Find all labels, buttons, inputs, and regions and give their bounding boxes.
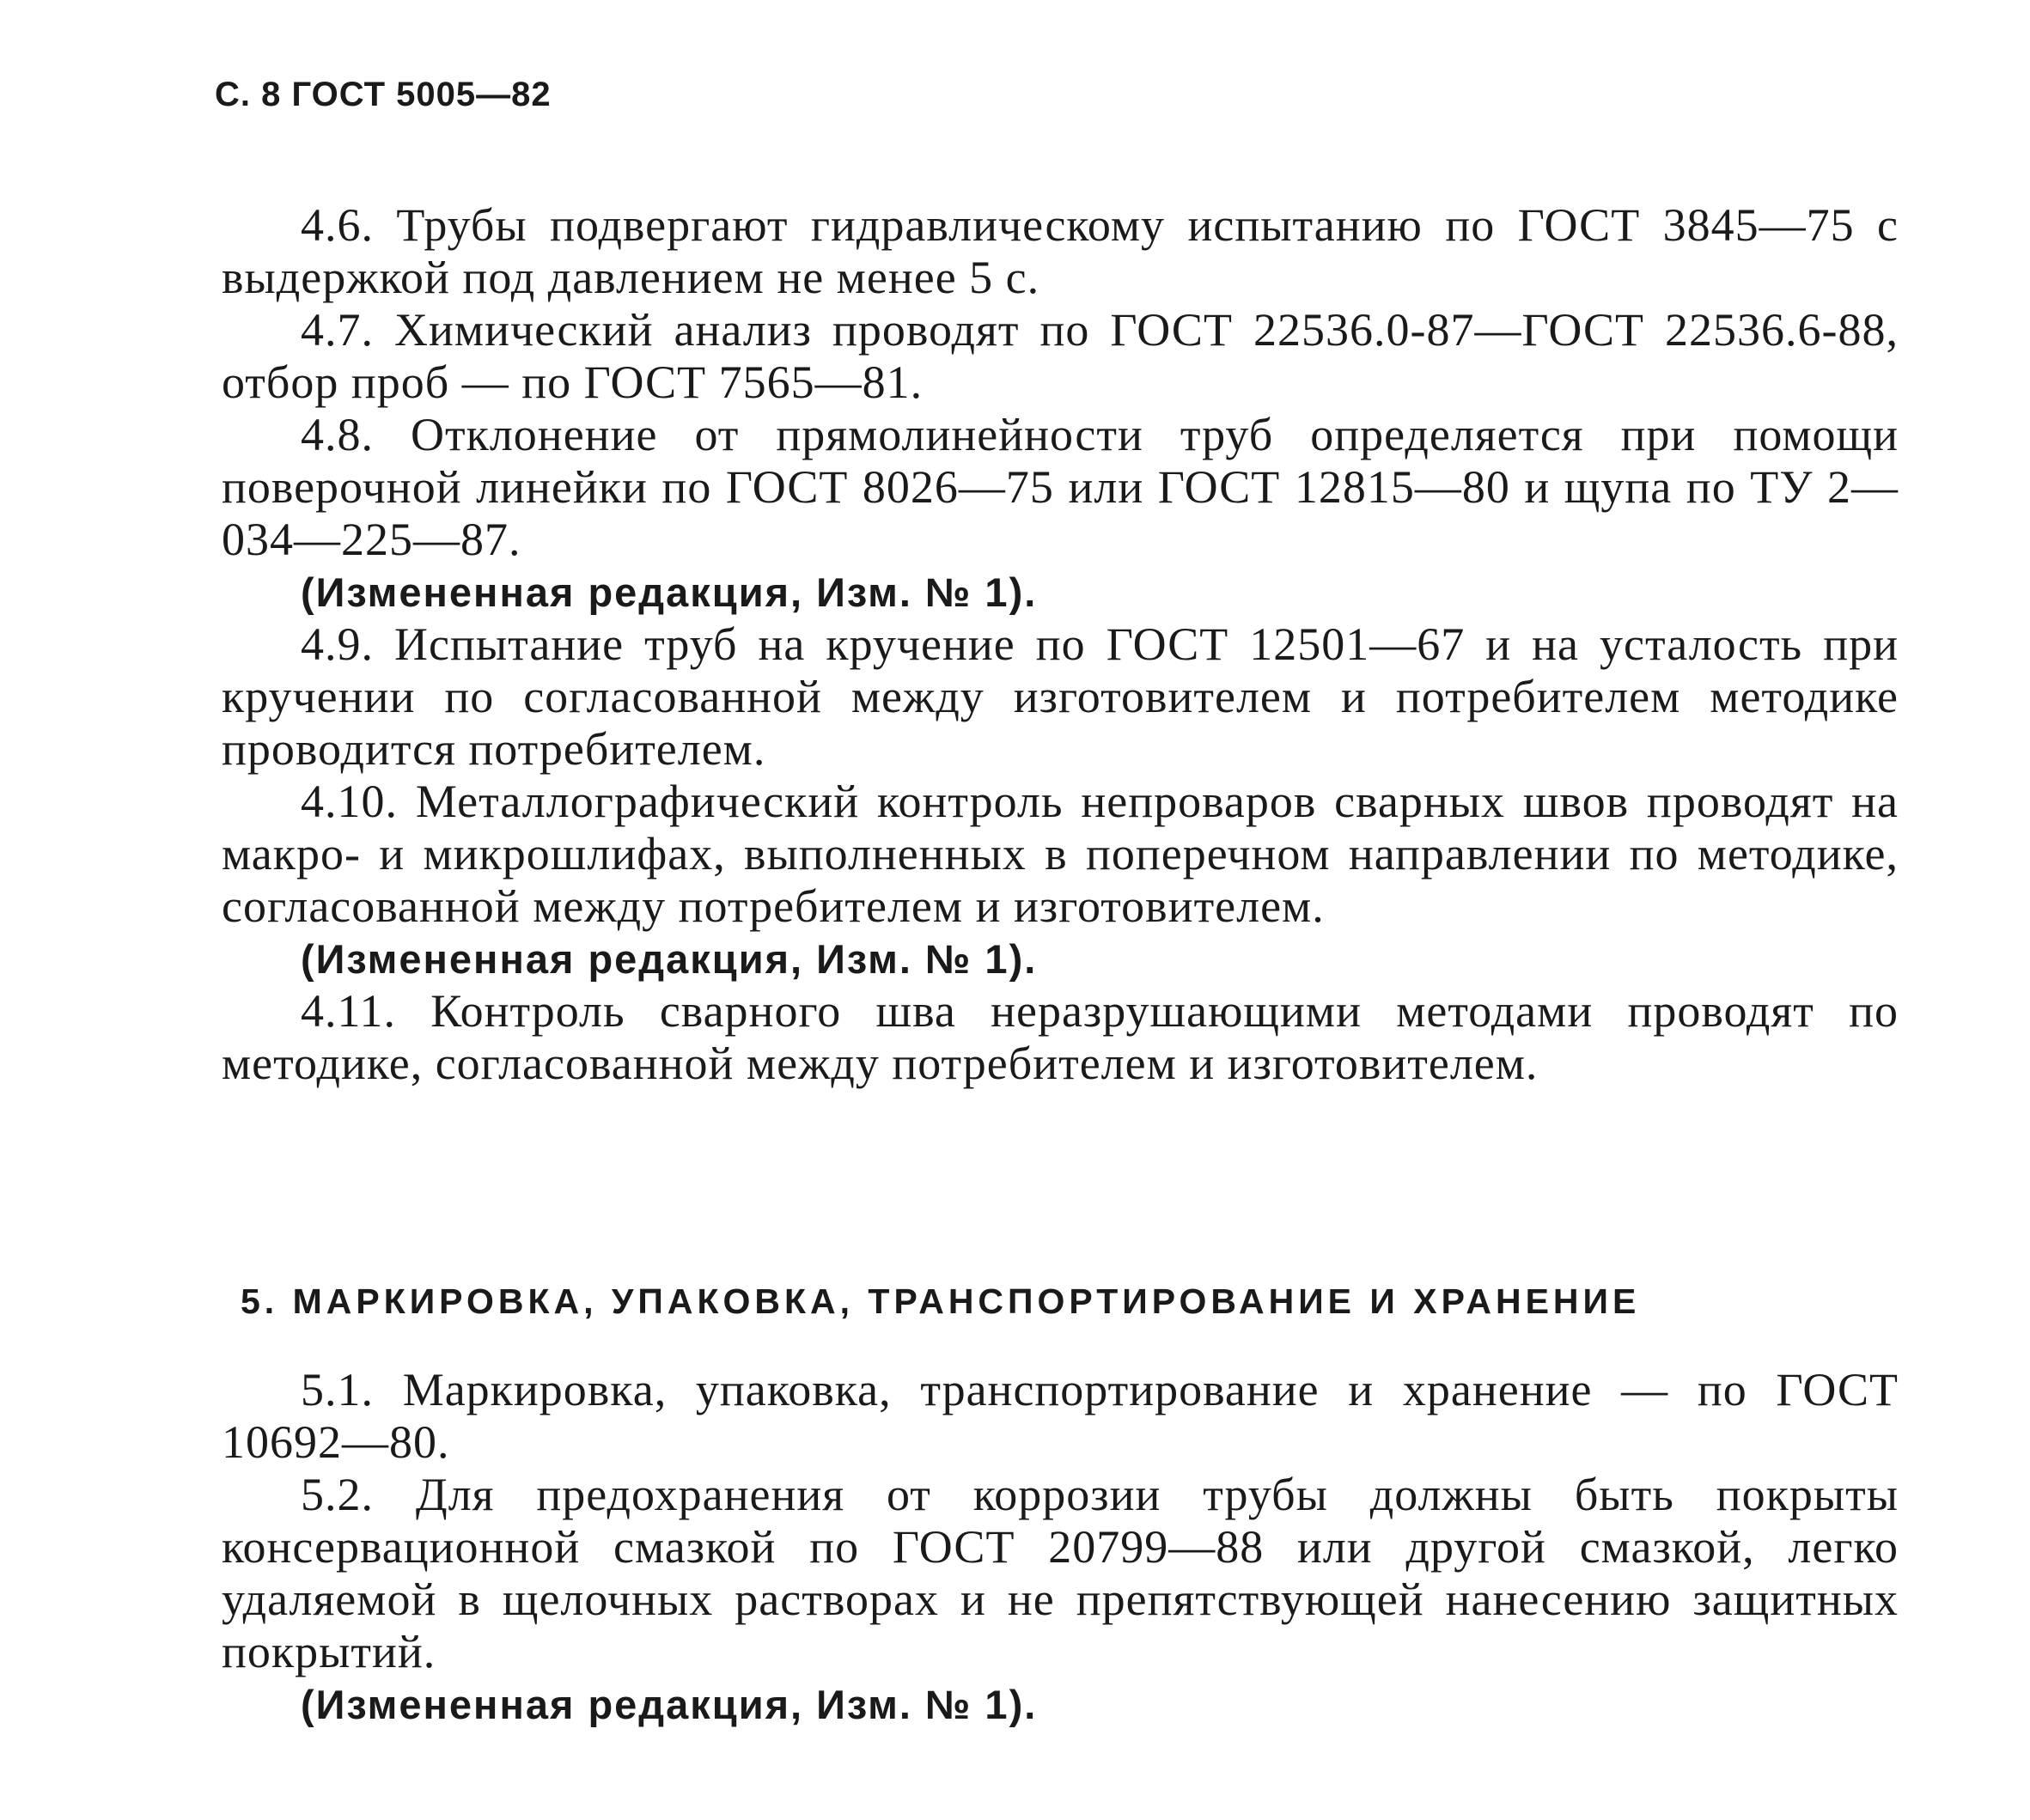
paragraph-5-2: 5.2. Для предохранения от коррозии трубы должны быть покрыты консервационной смазкой по ГОСТ 20799—88 или другой смазкой, легко удаляемой в щелочных растворах и не препятствующей нанесению защитных покрытий. [222,1469,1899,1677]
paragraph-4-9: 4.9. Испытание труб на кручение по ГОСТ 12501—67 и на усталость при кручении по согласованной между изготовителем и потребителем методике проводится потребителем. [222,618,1899,775]
paragraph-4-11: 4.11. Контроль сварного шва неразрушающими методами проводят по методике, согласованной между потребителем и изготовителем. [222,985,1899,1089]
paragraph-4-7: 4.7. Химический анализ проводят по ГОСТ 22536.0-87—ГОСТ 22536.6-88, отбор проб — по ГОСТ 7565—81. [222,304,1899,408]
paragraph-4-10: 4.10. Металлографический контроль непроваров сварных швов проводят на макро- и микрошлифах, выполненных в поперечном направлении по методике, согласованной между потребителем и изготовителем. [222,776,1899,932]
paragraph-5-1: 5.1. Маркировка, упаковка, транспортирование и хранение — по ГОСТ 10692—80. [222,1364,1899,1468]
section-5-title: 5. МАРКИРОВКА, УПАКОВКА, ТРАНСПОРТИРОВАНИЕ И ХРАНЕНИЕ [241,1281,1641,1321]
paragraph-4-6: 4.6. Трубы подвергают гидравлическому испытанию по ГОСТ 3845—75 с выдержкой под давлением не менее 5 с. [222,199,1899,303]
section-5-text [222,1364,1899,1731]
paragraph-4-8: 4.8. Отклонение от прямолинейности труб определяется при помощи поверочной линейки по ГОСТ 8026—75 или ГОСТ 12815—80 и щупа по ТУ 2—034—225—87. [222,409,1899,565]
section-4-text [222,199,1899,1090]
amendment-note: (Измененная редакция, Изм. № 1). [301,936,1038,982]
amendment-note: (Измененная редакция, Изм. № 1). [301,569,1038,615]
page-header: С. 8 ГОСТ 5005—82 [215,76,552,113]
amendment-note: (Измененная редакция, Изм. № 1). [301,1682,1038,1727]
